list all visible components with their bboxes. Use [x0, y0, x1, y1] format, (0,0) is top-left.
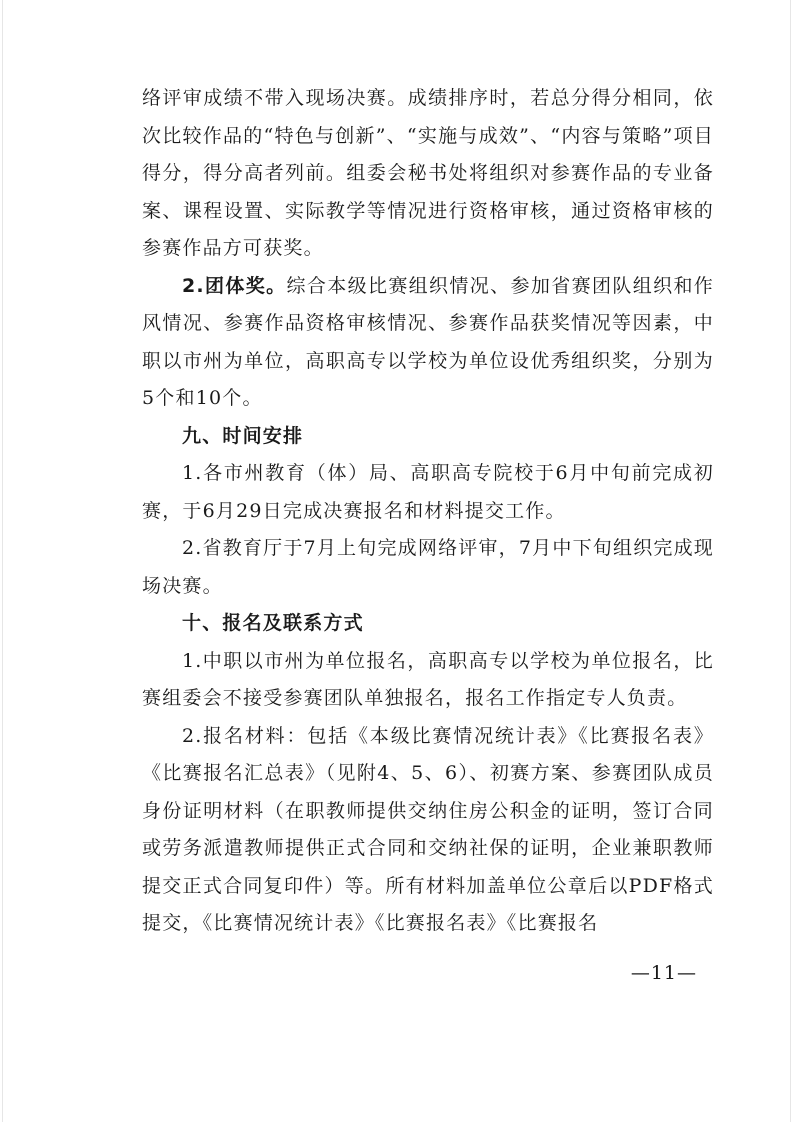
list-item: 1.中职以市州为单位报名，高职高专以学校为单位报名，比赛组委会不接受参赛团队单独报名，报名工作指定专人负责。 [142, 649, 714, 709]
list-item: 2.省教育厅于7月上旬完成网络评审，7月中下旬组织完成现场决赛。 [142, 537, 714, 597]
scan-edge-left [2, 0, 3, 1122]
scan-edge-right [790, 0, 791, 1122]
page-number: —11— [630, 962, 697, 984]
list-item: 2.报名材料：包括《本级比赛情况统计表》《比赛报名表》《比赛报名汇总表》（见附4、5、6）、初赛方案、参赛团队成员身份证明材料（在职教师提供交纳住房公积金的证明，签订合同或劳务派遣教师提供正式合同和交纳社保的证明，企业兼职教师提交正式合同复印件）等。所有材料加盖单位公章后以PDF格式提交，《比赛情况统计表》《比赛报名表》《比赛报名 [142, 724, 714, 934]
section-heading-schedule: 九、时间安排 [182, 424, 304, 447]
paragraph-lead: 2.团体奖。 [182, 274, 287, 297]
paragraph-continuation [142, 80, 714, 268]
body-text [142, 80, 714, 943]
section-heading-registration: 十、报名及联系方式 [182, 612, 364, 634]
paragraph-text: 综合本级比赛组织情况、参加省赛团队组织和作风情况、参赛作品资格审核情况、参赛作品获奖情况等因素，中职以市州为单位，高职高专以学校为单位设优秀组织奖，分别为5个和10个。 [142, 274, 715, 409]
paragraph-team-award [142, 268, 714, 418]
list-item: 1.各市州教育（体）局、高职高专院校于6月中旬前完成初赛，于6月29日完成决赛报名和材料提交工作。 [142, 462, 714, 522]
paragraph-text: 络评审成绩不带入现场决赛。成绩排序时，若总分得分相同，依次比较作品的“特色与创新”、“实施与成效”、“内容与策略”项目得分，得分高者列前。组委会秘书处将组织对参赛作品的专业备案、课程设置、实际教学等情况进行资格审核，通过资格审核的参赛作品方可获奖。 [142, 87, 714, 259]
